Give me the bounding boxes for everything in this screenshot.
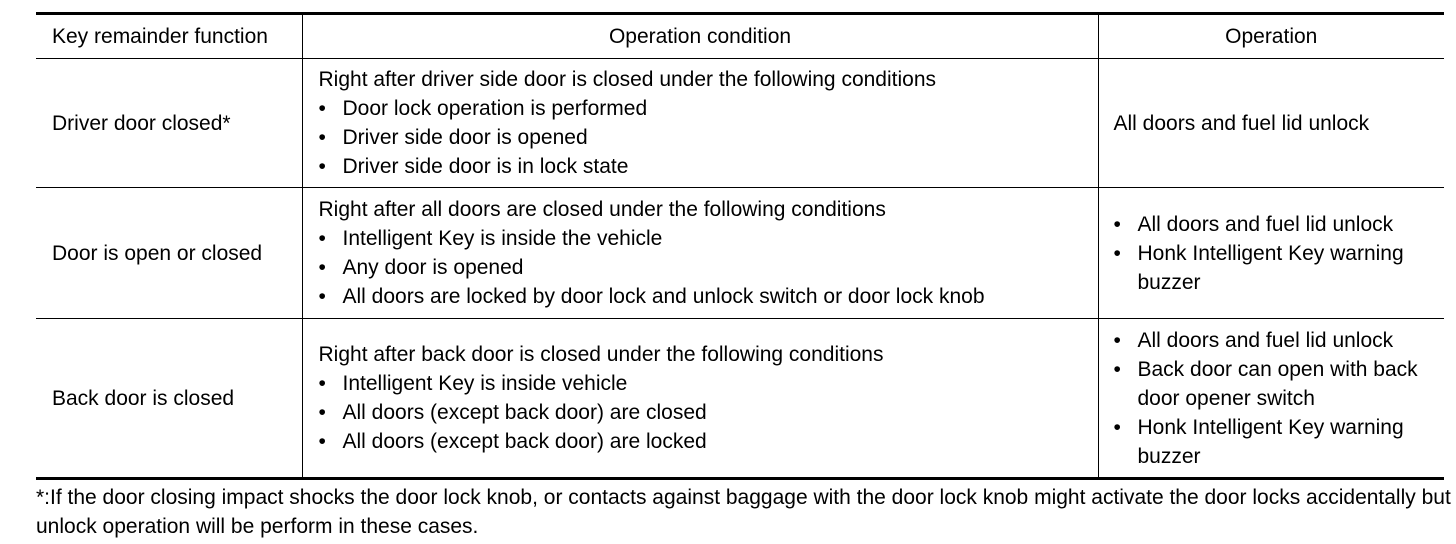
bullet-icon: •	[1113, 328, 1121, 352]
condition-item: • Any door is opened	[319, 253, 1094, 282]
condition-list	[319, 94, 1094, 181]
condition-item: • Driver side door is opened	[319, 123, 1094, 152]
condition-intro: Right after driver side door is closed under the following conditions	[318, 68, 937, 91]
bullet-icon: •	[318, 256, 326, 279]
table-header-row	[36, 14, 1444, 59]
bullet-icon: •	[318, 430, 326, 453]
operation-list	[1114, 326, 1441, 471]
condition-list	[319, 369, 1094, 456]
condition-intro: Right after all doors are closed under the following conditions	[318, 198, 886, 221]
bullet-icon: •	[1113, 241, 1121, 265]
condition-cell	[302, 188, 1098, 319]
bullet-icon: •	[318, 401, 326, 424]
condition-cell	[302, 59, 1098, 188]
table-row	[36, 319, 1444, 479]
function-cell: Driver door closed*	[36, 59, 302, 188]
bullet-icon: •	[318, 285, 326, 308]
table-row	[36, 59, 1444, 188]
table-row	[36, 188, 1444, 319]
bullet-icon: •	[318, 155, 326, 178]
condition-item: • Intelligent Key is inside the vehicle	[319, 224, 1094, 253]
operation-item: • All doors and fuel lid unlock	[1114, 326, 1441, 355]
condition-item: • Intelligent Key is inside vehicle	[319, 369, 1094, 398]
condition-item: • All doors (except back door) are closed	[319, 398, 1094, 427]
bullet-icon: •	[318, 126, 326, 149]
condition-intro: Right after back door is closed under the following conditions	[318, 343, 884, 366]
header-operation: Operation	[1098, 14, 1444, 59]
operation-item: • All doors and fuel lid unlock	[1114, 210, 1441, 239]
condition-item: • All doors are locked by door lock and unlock switch or door lock knob	[319, 282, 1094, 311]
bullet-icon: •	[1113, 212, 1121, 236]
header-key-remainder-function: Key remainder function	[36, 14, 302, 59]
bullet-icon: •	[318, 227, 326, 250]
operation-cell	[1098, 188, 1444, 319]
operation-item: • Honk Intelligent Key warning buzzer	[1114, 413, 1441, 471]
bullet-icon: •	[1113, 415, 1121, 439]
header-operation-condition: Operation condition	[302, 14, 1098, 59]
operation-item: • Back door can open with back door opener switch	[1114, 355, 1441, 413]
condition-item: • Driver side door is in lock state	[319, 152, 1094, 181]
operation-cell: All doors and fuel lid unlock	[1098, 59, 1444, 188]
bullet-icon: •	[1113, 357, 1121, 381]
condition-cell	[302, 319, 1098, 479]
operation-list	[1114, 210, 1441, 297]
function-cell: Back door is closed	[36, 319, 302, 479]
bullet-icon: •	[318, 97, 326, 120]
condition-list	[319, 224, 1094, 311]
operation-item: • Honk Intelligent Key warning buzzer	[1114, 239, 1441, 297]
function-cell: Door is open or closed	[36, 188, 302, 319]
key-remainder-table	[36, 12, 1444, 480]
footnote: *:If the door closing impact shocks the door lock knob, or contacts against baggage with the door lock knob might activate the door locks accidentally but unlock operation will be perform in these cases.	[36, 486, 1451, 538]
operation-cell	[1098, 319, 1444, 479]
condition-item: • All doors (except back door) are locked	[319, 427, 1094, 456]
bullet-icon: •	[318, 372, 326, 395]
condition-item: • Door lock operation is performed	[319, 94, 1094, 123]
